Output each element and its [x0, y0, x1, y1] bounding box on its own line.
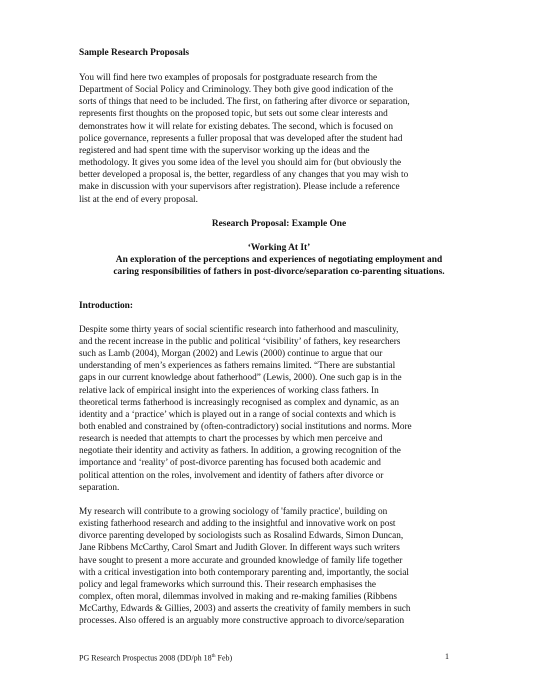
- text-line: represents first thoughts on the proposed topic, but sets out some clear interests and: [79, 109, 388, 120]
- text-line: identity and a ‘practice’ which is played out in a range of social contexts and which is: [79, 409, 396, 420]
- text-line: Department of Social Policy and Criminology. They both give good indication of the: [79, 85, 393, 96]
- text-line: research is needed that attempts to chart the processes by which men perceive and: [79, 434, 383, 445]
- text-line: divorce parenting developed by sociologists such as Rosalind Edwards, Simon Duncan,: [79, 531, 404, 542]
- text-line: relative lack of empirical insight into the experiences of working class fathers. In: [79, 385, 379, 396]
- text-line: You will find here two examples of proposals for postgraduate research from the: [79, 73, 378, 83]
- page-heading: Sample Research Proposals: [79, 48, 190, 58]
- body-paragraph: [79, 506, 479, 628]
- text-line: McCarthy, Edwards & Gillies, 2003) and asserts the creativity of family members in such: [79, 604, 411, 615]
- introduction-heading: Introduction:: [79, 300, 134, 311]
- proposal-subtitle-line: An exploration of the perceptions and experiences of negotiating employment and: [115, 254, 443, 265]
- text-line: theoretical terms fatherhood is increasingly recognised as complex and dynamic, as an: [79, 397, 400, 408]
- example-heading: Research Proposal: Example One: [211, 218, 347, 229]
- body-paragraph: [79, 324, 479, 494]
- text-line: and the recent increase in the public and political ‘visibility’ of fathers, key researchers: [79, 336, 401, 347]
- text-line: complex, often moral, dilemmas involved in making and re-making families (Ribbens: [79, 592, 398, 602]
- proposal-subtitle-line: caring responsibilities of fathers in post-divorce/separation co-parenting situations.: [113, 266, 445, 277]
- text-line: existing fatherhood research and adding to the insightful and innovative work on post: [79, 519, 396, 530]
- text-line: both enabled and constrained by (often-contradictory) social institutions and norms. More: [79, 421, 412, 432]
- page-number: 1: [445, 652, 449, 661]
- document-body: [79, 47, 479, 627]
- text-line: negotiate their identity and activity as fathers. In addition, a growing recognition of the: [79, 446, 401, 457]
- text-line: make in discussion with your supervisors after registration). Please include a reference: [79, 182, 400, 193]
- footer-superscript: th: [211, 654, 216, 659]
- text-line: such as Lamb (2004), Morgan (2002) and Lewis (2000) continue to argue that our: [79, 349, 383, 360]
- text-line: processes. Also offered is an arguably more constructive approach to divorce/separation: [79, 616, 405, 627]
- text-line: with a critical investigation into both contemporary parenting and, importantly, the social: [79, 567, 410, 578]
- text-line: have sought to present a more accurate and grounded knowledge of family life together: [79, 555, 403, 566]
- text-line: sorts of things that need to be included. The first, on fathering after divorce or separation,: [79, 97, 410, 108]
- text-line: Jane Ribbens McCarthy, Carol Smart and Judith Glover. In different ways such writers: [79, 543, 400, 554]
- footer-text-end: Feb): [215, 653, 233, 663]
- text-line: importance and ‘reality’ of post-divorce parenting has focused both academic and: [79, 458, 381, 469]
- page-footer: [79, 652, 449, 664]
- text-line: My research will contribute to a growing sociology of 'family practice', building on: [79, 506, 388, 517]
- text-line: Despite some thirty years of social scientific research into fatherhood and masculinity,: [79, 324, 399, 335]
- text-line: list at the end of every proposal.: [79, 194, 198, 205]
- intro-paragraph: [79, 72, 479, 206]
- text-line: gaps in our current knowledge about fatherhood” (Lewis, 2000). One such gap is in the: [79, 373, 402, 384]
- text-line: policy and legal frameworks which surround this. Their research emphasises the: [79, 579, 377, 590]
- text-line: demonstrates how it will relate for existing debates. The second, which is focused on: [79, 121, 393, 132]
- footer-text: PG Research Prospectus 2008 (DD/ph 18: [79, 653, 212, 663]
- text-line: separation.: [79, 482, 120, 493]
- text-line: registered and had spent time with the supervisor working up the ideas and the: [79, 145, 370, 156]
- proposal-title: ‘Working At It’: [247, 242, 311, 253]
- text-line: understanding of men’s experiences as fathers remains limited. “There are substantial: [79, 361, 396, 372]
- text-line: political attention on the roles, involvement and identity of fathers after divorce or: [79, 470, 384, 481]
- text-line: police governance, represents a fuller proposal that was developed after the student had: [79, 133, 403, 144]
- text-line: methodology. It gives you some idea of the level you should aim for (but obviously the: [79, 158, 402, 169]
- text-line: better developed a proposal is, the better, regardless of any changes that you may wish to: [79, 170, 409, 181]
